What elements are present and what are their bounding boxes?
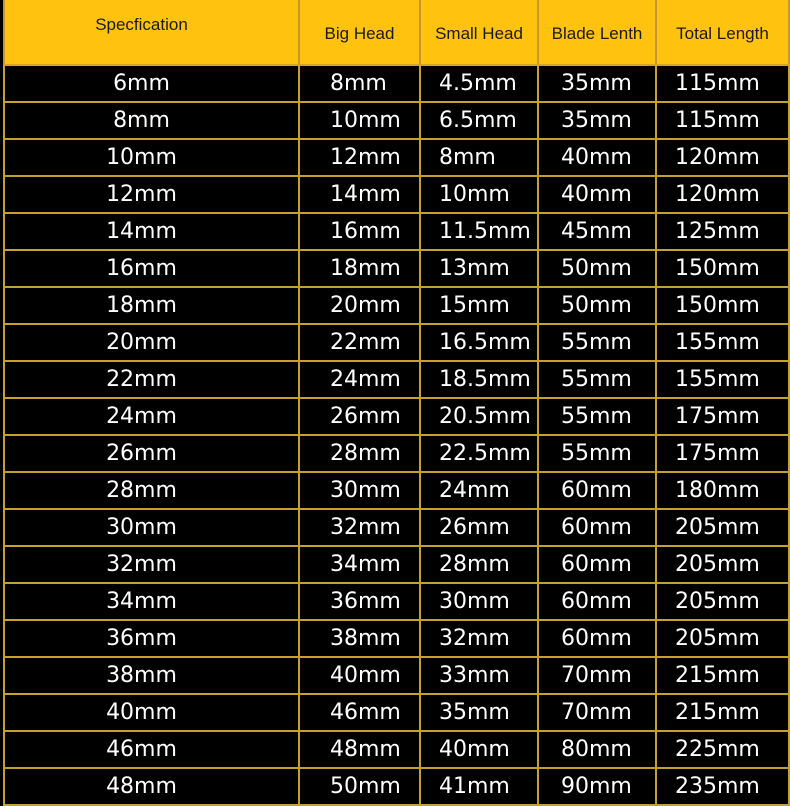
cell-big-head: 48mm [299,731,420,768]
cell-blade-length: 70mm [538,694,656,731]
cell-blade-length: 50mm [538,287,656,324]
cell-big-head: 34mm [299,546,420,583]
table-row [4,361,789,398]
cell-small-head: 16.5mm [420,324,538,361]
header-total-length: Total Length [656,0,789,65]
cell-total-length: 155mm [656,324,789,361]
header-specification: Specfication [4,0,299,65]
cell-big-head: 24mm [299,361,420,398]
cell-specification: 12mm [4,176,299,213]
cell-small-head: 22.5mm [420,435,538,472]
cell-small-head: 26mm [420,509,538,546]
cell-specification: 14mm [4,213,299,250]
cell-blade-length: 55mm [538,324,656,361]
cell-small-head: 6.5mm [420,102,538,139]
cell-total-length: 155mm [656,361,789,398]
cell-total-length: 115mm [656,65,789,102]
cell-total-length: 205mm [656,583,789,620]
cell-blade-length: 55mm [538,361,656,398]
cell-specification: 36mm [4,620,299,657]
table-row [4,213,789,250]
cell-blade-length: 90mm [538,768,656,805]
cell-specification: 16mm [4,250,299,287]
cell-blade-length: 70mm [538,657,656,694]
table-row [4,65,789,102]
spec-table [3,0,790,806]
cell-small-head: 11.5mm [420,213,538,250]
cell-specification: 48mm [4,768,299,805]
header-blade-length: Blade Lenth [538,0,656,65]
cell-blade-length: 60mm [538,583,656,620]
cell-small-head: 13mm [420,250,538,287]
cell-small-head: 10mm [420,176,538,213]
cell-blade-length: 55mm [538,398,656,435]
cell-blade-length: 35mm [538,65,656,102]
cell-big-head: 8mm [299,65,420,102]
table-row [4,546,789,583]
cell-blade-length: 60mm [538,509,656,546]
table-row [4,472,789,509]
cell-total-length: 205mm [656,620,789,657]
cell-specification: 30mm [4,509,299,546]
header-row [4,0,789,65]
cell-total-length: 215mm [656,694,789,731]
cell-big-head: 32mm [299,509,420,546]
cell-big-head: 26mm [299,398,420,435]
cell-specification: 28mm [4,472,299,509]
table-row [4,398,789,435]
cell-big-head: 18mm [299,250,420,287]
cell-total-length: 205mm [656,509,789,546]
cell-total-length: 150mm [656,250,789,287]
cell-total-length: 225mm [656,731,789,768]
cell-blade-length: 50mm [538,250,656,287]
header-small-head: Small Head [420,0,538,65]
cell-specification: 8mm [4,102,299,139]
table-row [4,768,789,805]
cell-blade-length: 40mm [538,176,656,213]
cell-total-length: 205mm [656,546,789,583]
cell-total-length: 120mm [656,139,789,176]
cell-specification: 10mm [4,139,299,176]
cell-big-head: 38mm [299,620,420,657]
cell-specification: 40mm [4,694,299,731]
cell-big-head: 10mm [299,102,420,139]
cell-big-head: 30mm [299,472,420,509]
table-row [4,694,789,731]
cell-small-head: 15mm [420,287,538,324]
table-row [4,250,789,287]
cell-small-head: 4.5mm [420,65,538,102]
cell-specification: 20mm [4,324,299,361]
cell-total-length: 120mm [656,176,789,213]
cell-small-head: 35mm [420,694,538,731]
cell-blade-length: 35mm [538,102,656,139]
cell-small-head: 20.5mm [420,398,538,435]
cell-specification: 22mm [4,361,299,398]
cell-big-head: 28mm [299,435,420,472]
cell-blade-length: 40mm [538,139,656,176]
cell-blade-length: 60mm [538,472,656,509]
table-row [4,287,789,324]
spec-table-header [4,0,789,65]
cell-total-length: 125mm [656,213,789,250]
cell-big-head: 20mm [299,287,420,324]
cell-small-head: 32mm [420,620,538,657]
table-row [4,657,789,694]
cell-big-head: 46mm [299,694,420,731]
table-row [4,139,789,176]
cell-small-head: 18.5mm [420,361,538,398]
cell-total-length: 175mm [656,435,789,472]
cell-small-head: 41mm [420,768,538,805]
cell-specification: 6mm [4,65,299,102]
cell-big-head: 14mm [299,176,420,213]
cell-big-head: 36mm [299,583,420,620]
cell-big-head: 16mm [299,213,420,250]
table-row [4,176,789,213]
cell-total-length: 115mm [656,102,789,139]
cell-total-length: 150mm [656,287,789,324]
cell-specification: 32mm [4,546,299,583]
cell-specification: 34mm [4,583,299,620]
cell-specification: 46mm [4,731,299,768]
table-row [4,435,789,472]
cell-big-head: 40mm [299,657,420,694]
table-row [4,324,789,361]
cell-blade-length: 45mm [538,213,656,250]
cell-blade-length: 60mm [538,620,656,657]
table-row [4,731,789,768]
cell-total-length: 235mm [656,768,789,805]
cell-specification: 18mm [4,287,299,324]
cell-blade-length: 55mm [538,435,656,472]
cell-specification: 38mm [4,657,299,694]
cell-big-head: 50mm [299,768,420,805]
cell-blade-length: 60mm [538,546,656,583]
cell-specification: 26mm [4,435,299,472]
cell-total-length: 180mm [656,472,789,509]
cell-small-head: 30mm [420,583,538,620]
cell-small-head: 40mm [420,731,538,768]
cell-small-head: 8mm [420,139,538,176]
cell-small-head: 24mm [420,472,538,509]
header-big-head: Big Head [299,0,420,65]
cell-small-head: 28mm [420,546,538,583]
cell-specification: 24mm [4,398,299,435]
table-row [4,102,789,139]
cell-total-length: 215mm [656,657,789,694]
table-row [4,620,789,657]
cell-big-head: 12mm [299,139,420,176]
cell-small-head: 33mm [420,657,538,694]
cell-blade-length: 80mm [538,731,656,768]
table-row [4,583,789,620]
cell-total-length: 175mm [656,398,789,435]
spec-table-body [4,65,789,805]
table-row [4,509,789,546]
cell-big-head: 22mm [299,324,420,361]
